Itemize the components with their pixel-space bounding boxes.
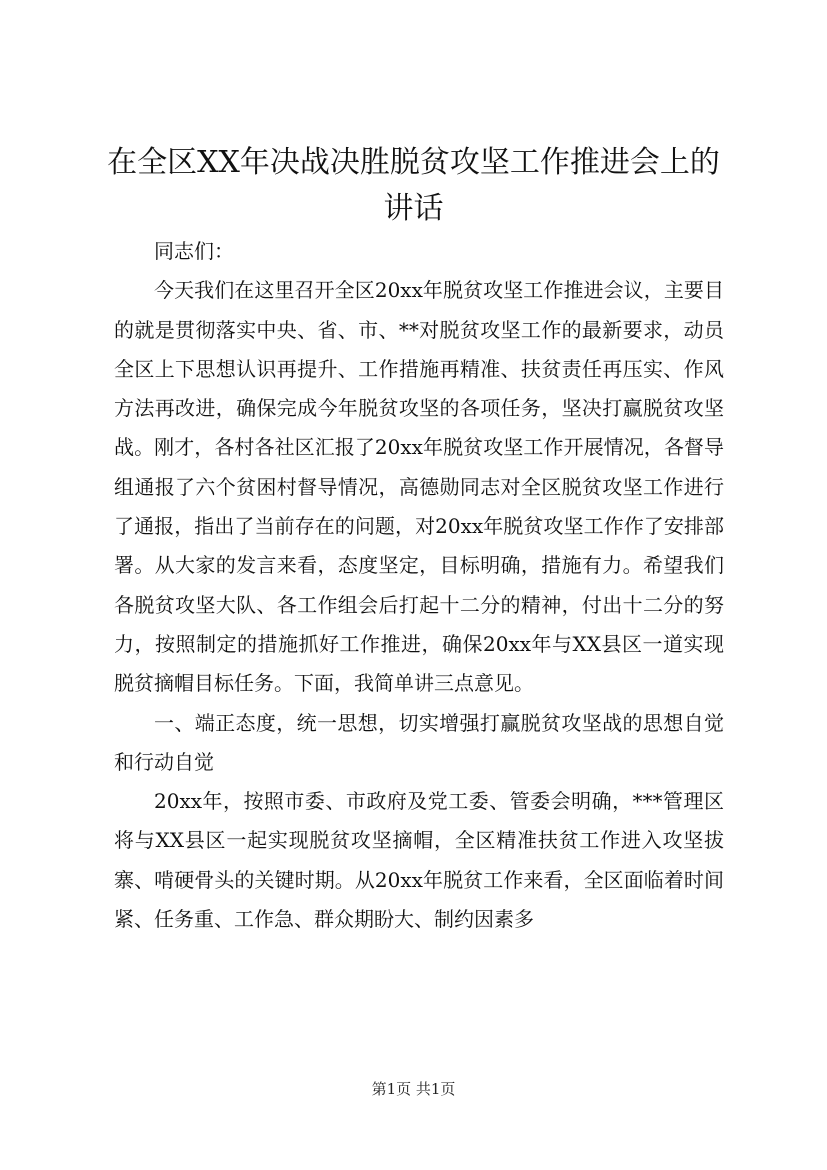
page-number-footer: 第1页 共1页 (371, 1080, 456, 1098)
document-title: 在全区XX年决战决胜脱贫攻坚工作推进会上的讲话 (107, 145, 720, 226)
section-1-paragraph: 20xx年，按照市委、市政府及党工委、管委会明确，***管理区将与XX县区一起实现脱贫攻坚摘帽，全区精准扶贫工作进入攻坚拔寨、啃硬骨头的关键时期。从20xx年脱贫工作来看，全区面临着时间紧、任务重、工作急、群众期盼大、制约因素多 (114, 789, 724, 932)
section-heading-1: 一、端正态度，统一思想，切实增强打赢脱贫攻坚战的思想自觉和行动自觉 (114, 710, 724, 774)
intro-paragraph: 今天我们在这里召开全区20xx年脱贫攻坚工作推进会议，主要目的就是贯彻落实中央、省、市、**对脱贫攻坚工作的最新要求，动员全区上下思想认识再提升、工作措施再精准、扶贫责任再压实、作风方法再改进，确保完成今年脱贫攻坚的各项任务，坚决打赢脱贫攻坚战。刚才，各村各社区汇报了20xx年脱贫攻坚工作开展情况，各督导组通报了六个贫困村督导情况，高德勋同志对全区脱贫攻坚工作进行了通报，指出了当前存在的问题，对20xx年脱贫攻坚工作作了安排部署。从大家的发言来看，态度坚定，目标明确，措施有力。希望我们各脱贫攻坚大队、各工作组会后打起十二分的精神，付出十二分的努力，按照制定的措施抓好工作推进，确保20xx年与XX县区一道实现脱贫摘帽目标任务。下面，我简单讲三点意见。 (114, 278, 724, 696)
salutation-paragraph: 同志们： (154, 239, 234, 263)
document-body (114, 232, 724, 939)
